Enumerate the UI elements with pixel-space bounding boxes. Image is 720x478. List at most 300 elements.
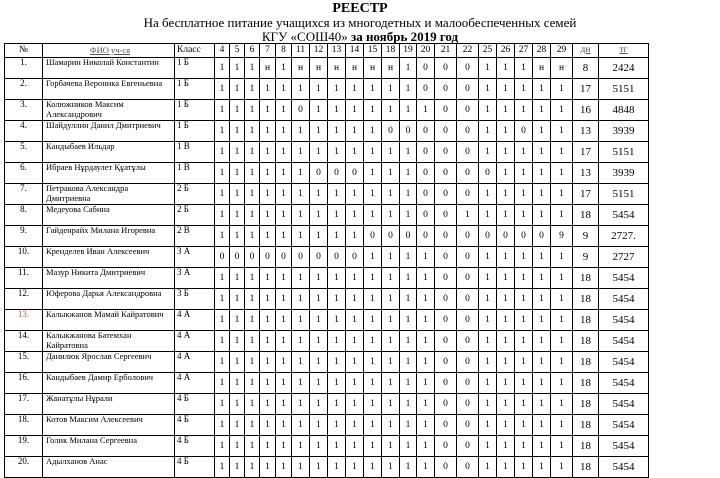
day-cell: 1 (364, 247, 382, 268)
days-total: 18 (573, 436, 599, 457)
student-name: Котов Максим Алексеевич (43, 415, 175, 436)
day-cell: 1 (497, 394, 515, 415)
day-cell: 1 (382, 247, 400, 268)
day-cell: 0 (328, 247, 346, 268)
col-header-day: 19 (400, 44, 417, 58)
day-cell: 1 (292, 226, 310, 247)
day-cell: 1 (346, 436, 364, 457)
row-number: 19. (5, 436, 43, 457)
table-row (5, 394, 649, 415)
day-cell: 1 (400, 415, 417, 436)
day-cell: 1 (417, 247, 435, 268)
day-cell: 1 (260, 163, 276, 184)
day-cell: 1 (310, 268, 328, 289)
day-cell: 0 (435, 79, 457, 100)
student-name: Колюжников Максим Александрович (43, 100, 175, 121)
day-cell: 1 (417, 100, 435, 121)
day-cell: 1 (364, 163, 382, 184)
student-name: Голик Милана Сергеевна (43, 436, 175, 457)
table-row (5, 58, 649, 79)
day-cell: 1 (215, 226, 230, 247)
day-cell: 1 (364, 142, 382, 163)
day-cell: 1 (417, 415, 435, 436)
day-cell: 1 (533, 268, 551, 289)
day-cell: 1 (382, 331, 400, 352)
day-cell: 1 (400, 247, 417, 268)
col-header-day: 15 (364, 44, 382, 58)
day-cell: 1 (215, 310, 230, 331)
student-class: 4 А (175, 331, 215, 352)
day-cell: 0 (457, 457, 479, 478)
day-cell: 1 (479, 373, 497, 394)
day-cell: 1 (230, 373, 245, 394)
day-cell: 1 (479, 247, 497, 268)
day-cell: 1 (346, 226, 364, 247)
day-cell: 0 (435, 100, 457, 121)
days-total: 18 (573, 268, 599, 289)
row-number: 7. (5, 184, 43, 205)
day-cell: 1 (497, 184, 515, 205)
table-row (5, 310, 649, 331)
day-cell: 1 (457, 205, 479, 226)
day-cell: 1 (230, 226, 245, 247)
day-cell: 1 (276, 394, 292, 415)
day-cell: 1 (400, 373, 417, 394)
day-cell: 1 (533, 394, 551, 415)
table-row (5, 268, 649, 289)
days-total: 18 (573, 352, 599, 373)
day-cell: 1 (551, 79, 573, 100)
day-cell: 1 (260, 184, 276, 205)
day-cell: 0 (417, 58, 435, 79)
day-cell: 1 (260, 205, 276, 226)
day-cell: 1 (292, 163, 310, 184)
day-cell: 0 (292, 247, 310, 268)
col-header-day: 5 (230, 44, 245, 58)
day-cell: 1 (382, 457, 400, 478)
day-cell: 1 (533, 436, 551, 457)
day-cell: 1 (328, 79, 346, 100)
day-cell: 1 (346, 184, 364, 205)
day-cell: 1 (400, 457, 417, 478)
day-cell: 1 (400, 100, 417, 121)
day-cell: 1 (400, 163, 417, 184)
day-cell: 1 (215, 268, 230, 289)
amount-tenge: 5454 (599, 436, 649, 457)
col-header-day: 25 (479, 44, 497, 58)
day-cell: 1 (364, 331, 382, 352)
amount-tenge: 5151 (599, 79, 649, 100)
day-cell: 1 (276, 226, 292, 247)
day-cell: 1 (230, 79, 245, 100)
row-number: 11. (5, 268, 43, 289)
day-cell: 1 (364, 436, 382, 457)
day-cell: 1 (328, 352, 346, 373)
day-cell: 1 (310, 289, 328, 310)
day-cell: 0 (435, 352, 457, 373)
day-cell: 0 (417, 163, 435, 184)
day-cell: 1 (400, 79, 417, 100)
day-cell: 1 (230, 352, 245, 373)
day-cell: 1 (533, 457, 551, 478)
day-cell: 1 (260, 268, 276, 289)
day-cell: 1 (310, 352, 328, 373)
day-cell: 1 (260, 394, 276, 415)
day-cell: 1 (328, 268, 346, 289)
day-cell: 0 (435, 184, 457, 205)
day-cell: 1 (551, 163, 573, 184)
day-cell: 0 (435, 394, 457, 415)
day-cell: н (292, 58, 310, 79)
day-cell: 1 (276, 373, 292, 394)
day-cell: 0 (457, 310, 479, 331)
day-cell: 1 (417, 457, 435, 478)
day-cell: 1 (533, 79, 551, 100)
student-class: 1 Б (175, 121, 215, 142)
row-number: 6. (5, 163, 43, 184)
day-cell: 1 (533, 331, 551, 352)
day-cell: 1 (364, 184, 382, 205)
day-cell: 1 (215, 79, 230, 100)
student-name: Горбачева Вероника Евгеньевна (43, 79, 175, 100)
day-cell: 1 (364, 415, 382, 436)
day-cell: 1 (230, 289, 245, 310)
day-cell: 1 (292, 331, 310, 352)
day-cell: 1 (364, 457, 382, 478)
day-cell: 1 (400, 352, 417, 373)
day-cell: 1 (245, 436, 260, 457)
day-cell: 1 (328, 226, 346, 247)
amount-tenge: 3939 (599, 163, 649, 184)
day-cell: 1 (346, 142, 364, 163)
day-cell: 1 (400, 331, 417, 352)
day-cell: 1 (346, 79, 364, 100)
col-header-class: Класс (175, 44, 215, 58)
day-cell: 1 (276, 289, 292, 310)
day-cell: 1 (292, 79, 310, 100)
student-class: 3 А (175, 268, 215, 289)
amount-tenge: 2727 (599, 247, 649, 268)
day-cell: 1 (515, 289, 533, 310)
day-cell: 0 (230, 247, 245, 268)
day-cell: 1 (400, 310, 417, 331)
day-cell: 0 (457, 79, 479, 100)
day-cell: 1 (364, 310, 382, 331)
day-cell: 1 (497, 163, 515, 184)
day-cell: 0 (435, 457, 457, 478)
day-cell: 1 (310, 226, 328, 247)
amount-tenge: 5454 (599, 331, 649, 352)
day-cell: 0 (479, 163, 497, 184)
col-header-day: 14 (346, 44, 364, 58)
student-name: Кандыбаев Ильдар (43, 142, 175, 163)
day-cell: 1 (479, 331, 497, 352)
day-cell: 1 (276, 352, 292, 373)
day-cell: 1 (515, 79, 533, 100)
day-cell: 0 (400, 226, 417, 247)
table-body (5, 58, 649, 478)
day-cell: 1 (382, 142, 400, 163)
day-cell: 1 (497, 457, 515, 478)
table-row (5, 184, 649, 205)
day-cell: 1 (215, 415, 230, 436)
col-header-day: 22 (457, 44, 479, 58)
day-cell: 1 (215, 163, 230, 184)
amount-tenge: 3939 (599, 121, 649, 142)
col-header-day: 20 (417, 44, 435, 58)
amount-tenge: 5454 (599, 289, 649, 310)
day-cell: н (260, 58, 276, 79)
day-cell: 1 (382, 352, 400, 373)
row-number: 12. (5, 289, 43, 310)
day-cell: 1 (515, 373, 533, 394)
day-cell: 0 (533, 226, 551, 247)
day-cell: 0 (497, 226, 515, 247)
day-cell: 1 (310, 79, 328, 100)
day-cell: 1 (382, 205, 400, 226)
day-cell: н (346, 58, 364, 79)
days-total: 18 (573, 205, 599, 226)
day-cell: 1 (479, 457, 497, 478)
day-cell: 1 (364, 268, 382, 289)
day-cell: 1 (292, 184, 310, 205)
day-cell: 0 (457, 331, 479, 352)
day-cell: 1 (515, 163, 533, 184)
day-cell: 1 (215, 58, 230, 79)
day-cell: 1 (533, 184, 551, 205)
day-cell: 0 (435, 247, 457, 268)
day-cell: 1 (382, 184, 400, 205)
day-cell: 0 (435, 163, 457, 184)
day-cell: 0 (435, 373, 457, 394)
day-cell: 1 (276, 415, 292, 436)
day-cell: 1 (497, 268, 515, 289)
day-cell: 1 (417, 436, 435, 457)
day-cell: 1 (260, 373, 276, 394)
day-cell: 1 (400, 205, 417, 226)
day-cell: 1 (310, 457, 328, 478)
row-number: 3. (5, 100, 43, 121)
day-cell: 0 (417, 142, 435, 163)
day-cell: 1 (533, 289, 551, 310)
amount-tenge: 5454 (599, 205, 649, 226)
student-class: 1 В (175, 163, 215, 184)
amount-tenge: 5454 (599, 268, 649, 289)
amount-tenge: 5151 (599, 142, 649, 163)
table-row (5, 415, 649, 436)
col-header-day: 8 (276, 44, 292, 58)
day-cell: 0 (310, 247, 328, 268)
day-cell: 1 (260, 289, 276, 310)
student-class: 2 Б (175, 205, 215, 226)
day-cell: 1 (245, 79, 260, 100)
day-cell: 0 (457, 352, 479, 373)
col-header-day: 12 (310, 44, 328, 58)
day-cell: 1 (346, 289, 364, 310)
day-cell: 1 (276, 310, 292, 331)
row-number: 18. (5, 415, 43, 436)
day-cell: 1 (245, 226, 260, 247)
day-cell: 1 (551, 373, 573, 394)
student-name: Гайденрайх Милана Игоревна (43, 226, 175, 247)
day-cell: 1 (328, 121, 346, 142)
day-cell: 1 (479, 100, 497, 121)
day-cell: 1 (364, 394, 382, 415)
day-cell: 1 (328, 457, 346, 478)
table-row (5, 226, 649, 247)
amount-tenge: 5454 (599, 352, 649, 373)
student-class: 4 А (175, 373, 215, 394)
day-cell: 1 (417, 352, 435, 373)
day-cell: 1 (276, 457, 292, 478)
day-cell: 1 (260, 352, 276, 373)
day-cell: 1 (533, 415, 551, 436)
day-cell: 1 (479, 79, 497, 100)
day-cell: 0 (417, 226, 435, 247)
day-cell: 1 (328, 394, 346, 415)
col-header-day: 4 (215, 44, 230, 58)
day-cell: 1 (310, 142, 328, 163)
table-row (5, 352, 649, 373)
day-cell: 1 (551, 100, 573, 121)
day-cell: 1 (260, 142, 276, 163)
day-cell: 1 (328, 331, 346, 352)
day-cell: 1 (346, 268, 364, 289)
day-cell: 1 (292, 205, 310, 226)
student-class: 4 Б (175, 415, 215, 436)
amount-tenge: 2424 (599, 58, 649, 79)
document-header (0, 0, 720, 44)
day-cell: 1 (479, 289, 497, 310)
day-cell: 1 (276, 100, 292, 121)
days-total: 17 (573, 142, 599, 163)
day-cell: 1 (382, 436, 400, 457)
day-cell: 1 (515, 100, 533, 121)
day-cell: 1 (551, 352, 573, 373)
day-cell: 1 (364, 373, 382, 394)
table-row (5, 373, 649, 394)
table-row (5, 163, 649, 184)
amount-tenge: 5151 (599, 184, 649, 205)
day-cell: 1 (346, 205, 364, 226)
day-cell: 1 (230, 310, 245, 331)
days-total: 16 (573, 100, 599, 121)
table-row (5, 100, 649, 121)
day-cell: 0 (435, 58, 457, 79)
day-cell: 0 (328, 163, 346, 184)
day-cell: 1 (346, 100, 364, 121)
amount-tenge: 5454 (599, 310, 649, 331)
day-cell: 0 (435, 121, 457, 142)
day-cell: 0 (245, 247, 260, 268)
day-cell: 1 (215, 100, 230, 121)
day-cell: 1 (382, 415, 400, 436)
day-cell: 1 (328, 289, 346, 310)
day-cell: 1 (551, 121, 573, 142)
day-cell: 1 (230, 394, 245, 415)
table-row (5, 142, 649, 163)
document-subtitle: На бесплатное питание учащихся из многодетных и малообеспеченных семей (143, 15, 577, 30)
day-cell: 1 (245, 415, 260, 436)
col-header-day: 26 (497, 44, 515, 58)
day-cell: 0 (457, 289, 479, 310)
student-class: 4 Б (175, 457, 215, 478)
student-name: Шамарин Николай Константин (43, 58, 175, 79)
amount-tenge: 5454 (599, 415, 649, 436)
day-cell: 1 (533, 163, 551, 184)
row-number: 15. (5, 352, 43, 373)
day-cell: 1 (215, 289, 230, 310)
day-cell: 1 (364, 205, 382, 226)
day-cell: 1 (328, 373, 346, 394)
day-cell: 1 (230, 205, 245, 226)
day-cell: 1 (515, 58, 533, 79)
day-cell: 1 (310, 184, 328, 205)
day-cell: 1 (515, 436, 533, 457)
day-cell: 1 (230, 100, 245, 121)
day-cell: 1 (292, 142, 310, 163)
col-header-day: 29 (551, 44, 573, 58)
day-cell: н (364, 58, 382, 79)
day-cell: 1 (230, 268, 245, 289)
day-cell: 0 (435, 436, 457, 457)
day-cell: 0 (364, 226, 382, 247)
table-row (5, 457, 649, 478)
day-cell: 1 (215, 205, 230, 226)
day-cell: 1 (260, 121, 276, 142)
day-cell: 1 (292, 121, 310, 142)
day-cell: 1 (328, 310, 346, 331)
day-cell: 1 (382, 268, 400, 289)
day-cell: 0 (276, 247, 292, 268)
day-cell: 1 (400, 268, 417, 289)
student-class: 1 В (175, 142, 215, 163)
col-header-day: 6 (245, 44, 260, 58)
day-cell: 1 (382, 310, 400, 331)
day-cell: 1 (328, 184, 346, 205)
days-total: 18 (573, 331, 599, 352)
day-cell: 1 (479, 415, 497, 436)
day-cell: 1 (551, 331, 573, 352)
day-cell: 1 (346, 415, 364, 436)
day-cell: 1 (260, 226, 276, 247)
day-cell: 1 (292, 373, 310, 394)
day-cell: 1 (328, 436, 346, 457)
day-cell: 1 (245, 184, 260, 205)
student-class: 1 Б (175, 79, 215, 100)
day-cell: 1 (497, 289, 515, 310)
day-cell: 1 (276, 268, 292, 289)
row-number: 17. (5, 394, 43, 415)
days-total: 18 (573, 373, 599, 394)
student-class: 4 Б (175, 436, 215, 457)
col-header-day: 27 (515, 44, 533, 58)
table-row (5, 289, 649, 310)
day-cell: 1 (346, 457, 364, 478)
day-cell: 1 (276, 205, 292, 226)
day-cell: 1 (292, 457, 310, 478)
student-class: 3 А (175, 247, 215, 268)
day-cell: 1 (276, 121, 292, 142)
day-cell: 1 (230, 331, 245, 352)
day-cell: 1 (515, 184, 533, 205)
days-total: 18 (573, 394, 599, 415)
table-header-row (5, 44, 649, 58)
days-total: 9 (573, 247, 599, 268)
day-cell: 1 (215, 457, 230, 478)
days-total: 17 (573, 184, 599, 205)
col-header-tg: тг (599, 44, 649, 58)
